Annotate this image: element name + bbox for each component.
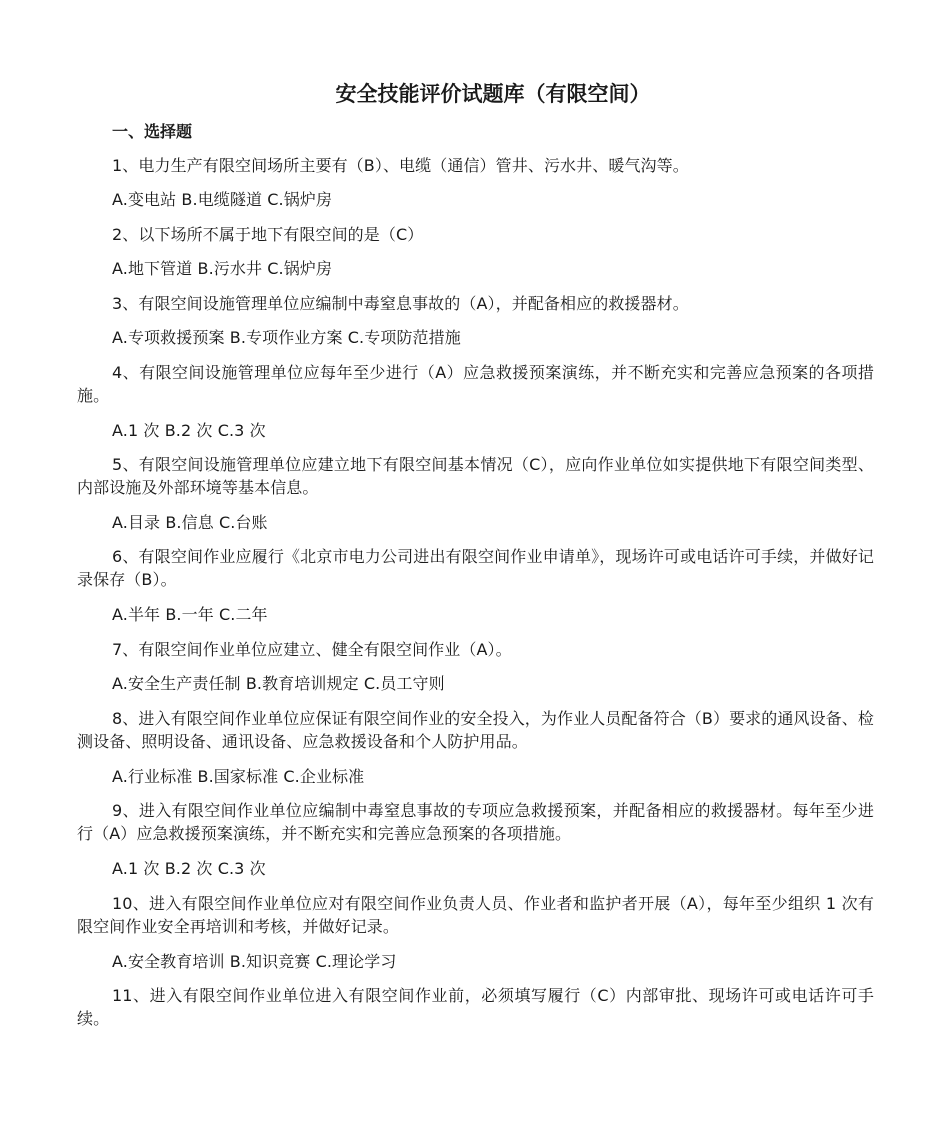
options-2: A.地下管道 B.污水井 C.锅炉房 xyxy=(112,259,333,278)
options-9: A.1 次 B.2 次 C.3 次 xyxy=(112,859,266,878)
question-2: 2、以下场所不属于地下有限空间的是（C） xyxy=(112,225,424,244)
question-9: 9、进入有限空间作业单位应编制中毒窒息事故的专项应急救援预案，并配备相应的救援器材。每年至少进行（A）应急救援预案演练，并不断充实和完善应急预案的各项措施。 xyxy=(77,801,874,843)
options-3: A.专项救援预案 B.专项作业方案 C.专项防范措施 xyxy=(112,328,461,347)
question-4: 4、有限空间设施管理单位应每年至少进行（A）应急救援预案演练，并不断充实和完善应急预案的各项措施。 xyxy=(77,363,874,405)
question-5: 5、有限空间设施管理单位应建立地下有限空间基本情况（C），应向作业单位如实提供地下有限空间类型、内部设施及外部环境等基本信息。 xyxy=(77,455,874,497)
options-4: A.1 次 B.2 次 C.3 次 xyxy=(112,421,266,440)
options-6: A.半年 B.一年 C.二年 xyxy=(112,605,268,624)
options-1: A.变电站 B.电缆隧道 C.锅炉房 xyxy=(112,190,333,209)
document-title: 安全技能评价试题库（有限空间） xyxy=(335,82,651,106)
question-7: 7、有限空间作业单位应建立、健全有限空间作业（A）。 xyxy=(112,640,512,659)
question-11: 11、进入有限空间作业单位进入有限空间作业前，必须填写履行（C）内部审批、现场许可或电话许可手续。 xyxy=(77,986,874,1028)
question-6: 6、有限空间作业应履行《北京市电力公司进出有限空间作业申请单》，现场许可或电话许可手续，并做好记录保存（B）。 xyxy=(77,547,874,589)
options-8: A.行业标准 B.国家标准 C.企业标准 xyxy=(112,767,365,786)
options-5: A.目录 B.信息 C.台账 xyxy=(112,513,268,532)
question-8: 8、进入有限空间作业单位应保证有限空间作业的安全投入，为作业人员配备符合（B）要求的通风设备、检测设备、照明设备、通讯设备、应急救援设备和个人防护用品。 xyxy=(77,709,874,751)
options-7: A.安全生产责任制 B.教育培训规定 C.员工守则 xyxy=(112,674,445,693)
section-heading: 一、选择题 xyxy=(112,122,193,141)
question-10: 10、进入有限空间作业单位应对有限空间作业负责人员、作业者和监护者开展（A），每年至少组织 1 次有限空间作业安全再培训和考核，并做好记录。 xyxy=(77,894,874,936)
question-1: 1、电力生产有限空间场所主要有（B）、电缆（通信）管井、污水井、暖气沟等。 xyxy=(112,156,689,175)
question-3: 3、有限空间设施管理单位应编制中毒窒息事故的（A），并配备相应的救援器材。 xyxy=(112,294,689,313)
options-10: A.安全教育培训 B.知识竞赛 C.理论学习 xyxy=(112,952,397,971)
